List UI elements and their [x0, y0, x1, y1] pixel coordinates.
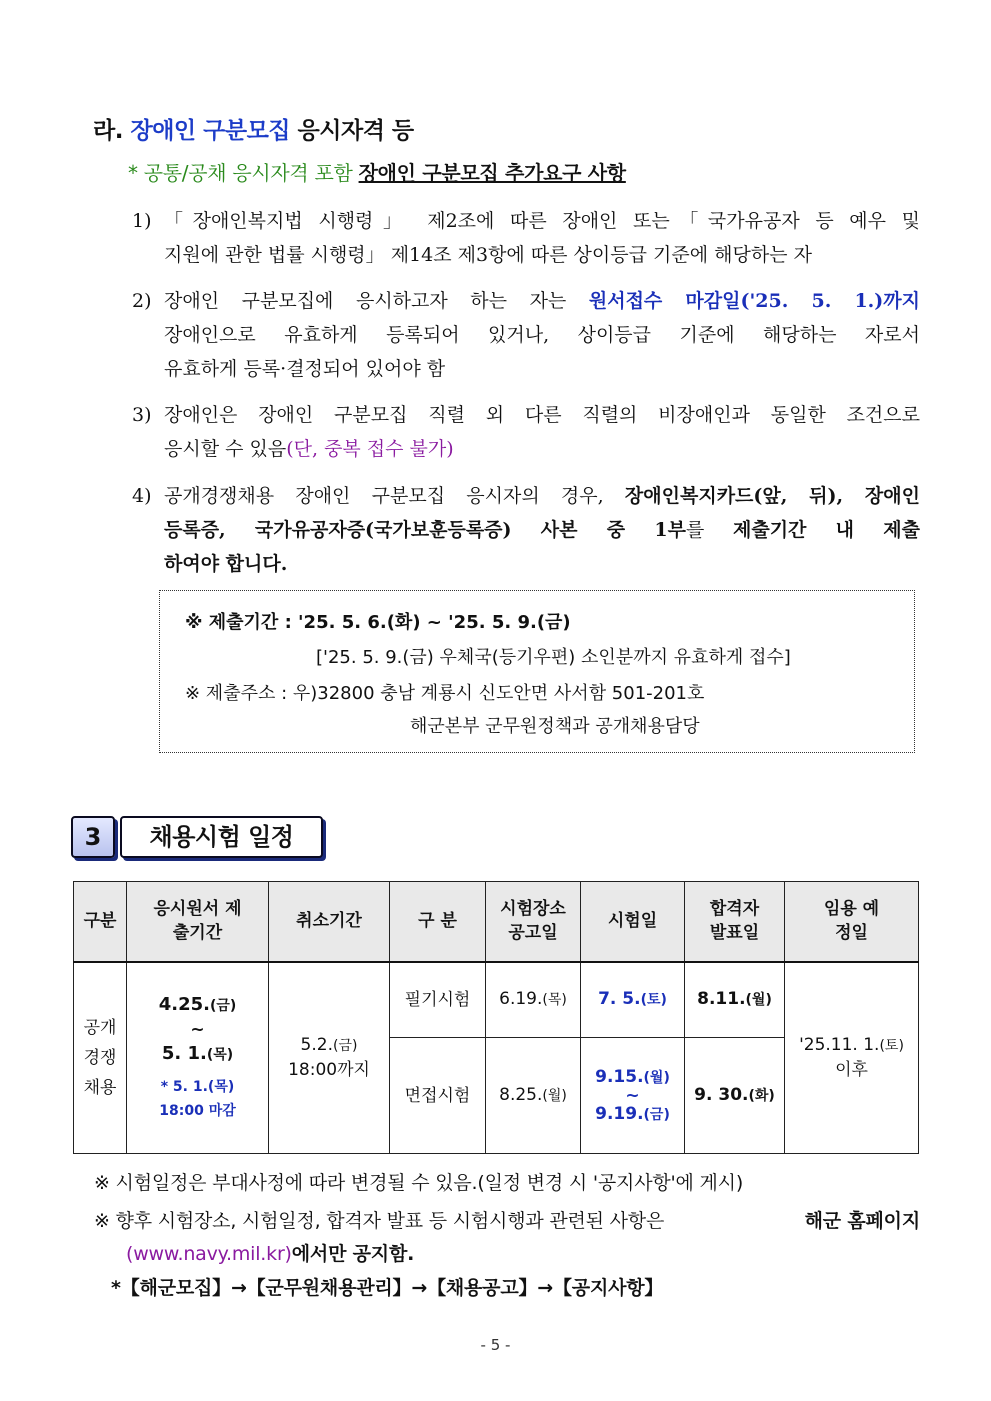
item-emphasis: 제출기간 내 제출	[732, 519, 920, 541]
item-text: 를	[685, 519, 705, 541]
apply-period-cell	[127, 962, 269, 1154]
deadline-emphasis: 원서접수 마감일('25. 5. 1.)까지	[588, 290, 920, 312]
apply-tilde: ~	[190, 1019, 205, 1040]
apply-note-deadline: 18:00 마감	[159, 1102, 236, 1119]
exam-end	[581, 1102, 684, 1127]
notice-date-interview	[486, 1038, 581, 1154]
result-date-interview	[685, 1038, 785, 1154]
item-line: 하여야 합니다.	[164, 553, 288, 575]
appointment-cell	[785, 962, 919, 1154]
item-line: 장애인으로 유효하게 등록되어 있거나, 상이등급 기준에 해당하는 자로서	[164, 324, 920, 346]
item-note: (단, 중복 접수 불가)	[286, 438, 454, 460]
item-number: 1)	[132, 210, 152, 232]
submission-department: 해군본부 군무원정책과 공개채용담당	[410, 716, 700, 737]
list-item-4	[132, 479, 920, 583]
item-number: 3)	[132, 404, 152, 426]
exam-end-date: 9.19.	[595, 1103, 644, 1124]
announcement-text: ※ 향후 시험장소, 시험일정, 합격자 발표 등 시험시행과 관련된 사항은	[94, 1210, 665, 1232]
appointment-date-text: '25.11. 1.	[799, 1035, 880, 1056]
section-title: 채용시험 일정	[120, 816, 323, 858]
header-cancel-period: 취소기간	[269, 882, 390, 962]
cancel-day: (금)	[333, 1038, 358, 1055]
apply-end-date: 5. 1.	[161, 1042, 207, 1064]
homepage-url-link[interactable]: (www.navy.mil.kr)	[126, 1243, 292, 1265]
table-header-row	[74, 882, 919, 962]
item-line: 유효하게 등록·결정되어 있어야 함	[164, 358, 446, 380]
table-row	[74, 962, 919, 1038]
list-item-1	[132, 204, 920, 274]
notice-date-written	[486, 962, 581, 1038]
result-date: 8.11.	[697, 989, 746, 1010]
header-apply-period	[127, 882, 269, 962]
apply-end	[127, 1042, 268, 1067]
list-item-2	[132, 284, 920, 388]
item-line	[164, 284, 920, 318]
section-prefix: 라.	[93, 118, 123, 144]
navy-homepage: 해군 홈페이지	[804, 1210, 920, 1232]
schedule-table	[73, 881, 919, 1154]
exam-date-written	[581, 962, 685, 1038]
item-line: 「장애인복지법 시행령」 제2조에 따른 장애인 또는「국가유공자 등 예우 및	[164, 210, 920, 232]
notice-date: 8.25.	[499, 1085, 543, 1105]
apply-end-day: (목)	[206, 1046, 234, 1063]
exam-type-interview: 면접시험	[390, 1038, 486, 1154]
header-venue-notice	[486, 882, 581, 962]
cancel-period-cell	[269, 962, 390, 1154]
result-day: (월)	[745, 992, 772, 1009]
apply-start-date: 4.25.	[158, 993, 210, 1015]
section-heading	[93, 112, 414, 145]
section-number-badge: 3	[71, 816, 115, 858]
item-text: 응시할 수 있음	[164, 438, 287, 460]
appointment-date	[785, 1033, 918, 1058]
submission-info-box	[159, 590, 915, 753]
exam-start-day: (월)	[643, 1069, 670, 1086]
submission-address: ※ 제출주소 : 우)32800 충남 계룡시 신도안면 사서함 501-201호	[185, 683, 705, 704]
item-emphasis: 등록증, 국가유공자증(국가보훈등록증) 사본 중 1부	[164, 519, 686, 541]
header-exam-date: 시험일	[581, 882, 685, 962]
exam-date-interview	[581, 1038, 685, 1154]
result-date: 9. 30.	[694, 1085, 749, 1105]
header-text: 임용 예정일	[823, 899, 880, 944]
submission-period: ※ 제출기간 : '25. 5. 6.(화) ~ '25. 5. 9.(금)	[185, 612, 571, 633]
item-text: 공개경쟁채용 장애인 구분모집 응시자의 경우,	[164, 485, 604, 507]
apply-start	[127, 993, 268, 1018]
header-text: 시험장소 공고일	[500, 899, 566, 944]
header-category: 구분	[74, 882, 127, 962]
announcement-note-line2	[126, 1239, 414, 1266]
category-cell	[74, 962, 127, 1154]
appointment-day: (토)	[879, 1038, 904, 1055]
result-date-written	[685, 962, 785, 1038]
item-line: 지원에 관한 법률 시행령」 제14조 제3항에 따른 상이등급 기준에 해당하는 자	[164, 244, 812, 266]
cancel-date-text: 5.2.	[300, 1035, 333, 1056]
list-item-3	[132, 398, 920, 468]
submission-period-note: ['25. 5. 9.(금) 우체국(등기우편) 소인분까지 유효하게 접수]	[316, 647, 791, 668]
item-line	[164, 432, 920, 466]
item-number: 4)	[132, 485, 152, 507]
notice-day: (월)	[542, 1088, 567, 1104]
item-text: 장애인 구분모집에 응시하고자 하는 자는	[164, 290, 567, 312]
item-emphasis: 장애인복지카드(앞, 뒤), 장애인	[624, 485, 920, 507]
apply-note-date: * 5. 1.(목)	[160, 1078, 235, 1095]
category-text: 공개 경쟁 채용	[83, 1017, 117, 1098]
section-title-emphasis: 장애인 구분모집	[130, 118, 291, 144]
notice-date: 6.19.	[499, 989, 543, 1010]
item-line: 장애인은 장애인 구분모집 직렬 외 다른 직렬의 비장애인과 동일한 조건으로	[164, 404, 920, 426]
page-number: - 5 -	[480, 1336, 511, 1354]
exam-date: 7. 5.	[598, 989, 641, 1010]
header-text: 응시원서 제출기간	[153, 899, 242, 944]
announcement-note	[94, 1206, 920, 1233]
exam-start-date: 9.15.	[595, 1066, 644, 1087]
item-number: 2)	[132, 290, 152, 312]
section-note	[128, 157, 626, 186]
exam-end-day: (금)	[643, 1106, 670, 1123]
header-appointment-date	[785, 882, 919, 962]
note-prefix: * 공통/공채 응시자격 포함	[128, 161, 353, 185]
item-line	[164, 479, 920, 513]
header-result-date	[685, 882, 785, 962]
notice-day: (목)	[542, 992, 567, 1009]
note-emphasis: 장애인 구분모집 추가요구 사항	[358, 161, 626, 185]
item-line	[164, 513, 920, 547]
exam-type-written: 필기시험	[390, 962, 486, 1038]
result-day: (화)	[748, 1088, 775, 1104]
schedule-change-note: ※ 시험일정은 부대사정에 따라 변경될 수 있음.(일정 변경 시 '공지사항'에 게시)	[94, 1172, 744, 1194]
exam-tilde: ~	[625, 1085, 640, 1106]
announcement-text: 에서만 공지함.	[291, 1243, 415, 1265]
exam-day: (토)	[640, 992, 667, 1009]
section-title-rest: 응시자격 등	[297, 118, 414, 144]
header-text: 합격자 발표일	[709, 899, 760, 944]
header-type: 구 분	[390, 882, 486, 962]
apply-start-day: (금)	[209, 997, 237, 1014]
cancel-time: 18:00까지	[288, 1060, 370, 1081]
cancel-date	[269, 1033, 389, 1058]
navigation-path: *【해군모집】→【군무원채용관리】→【채용공고】→【공지사항】	[111, 1277, 664, 1299]
appointment-after: 이후	[835, 1060, 868, 1081]
